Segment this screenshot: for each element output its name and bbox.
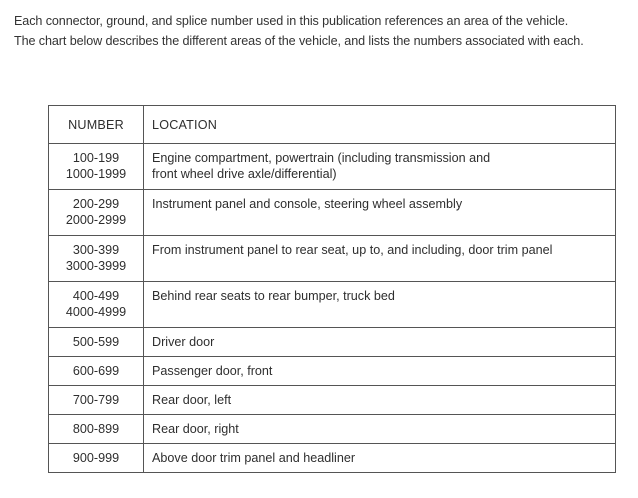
table-row [49, 236, 616, 282]
location-text: Engine compartment, powertrain (including transmission and [152, 151, 491, 165]
number-cell [49, 357, 144, 386]
location-cell [144, 190, 616, 236]
location-text: Behind rear seats to rear bumper, truck bed [152, 289, 395, 303]
location-cell [144, 357, 616, 386]
location-text: front wheel drive axle/differential) [152, 167, 337, 181]
table-header-row [49, 106, 616, 144]
number-cell [49, 328, 144, 357]
number-range: 300-399 [72, 243, 120, 257]
header-number: NUMBER [49, 106, 144, 144]
number-cell [49, 415, 144, 444]
number-cell [49, 282, 144, 328]
table-row [49, 328, 616, 357]
table-row [49, 415, 616, 444]
location-text: Driver door [152, 335, 215, 349]
location-cell [144, 282, 616, 328]
number-range: 100-199 [72, 151, 120, 165]
location-cell [144, 415, 616, 444]
number-cell [49, 236, 144, 282]
table-row [49, 282, 616, 328]
location-text: Rear door, right [152, 422, 239, 436]
number-range: 3000-3999 [65, 259, 127, 273]
location-cell [144, 386, 616, 415]
number-range: 900-999 [72, 451, 120, 465]
location-text: Rear door, left [152, 393, 232, 407]
location-text: Above door trim panel and headliner [152, 451, 356, 465]
location-text: Passenger door, front [152, 364, 273, 378]
header-location: LOCATION [144, 106, 616, 144]
table-row [49, 190, 616, 236]
number-range: 700-799 [72, 393, 120, 407]
number-range: 2000-2999 [65, 213, 127, 227]
number-cell [49, 144, 144, 190]
number-range: 200-299 [72, 197, 120, 211]
number-range: 1000-1999 [65, 167, 127, 181]
number-cell [49, 444, 144, 473]
intro-text [14, 11, 634, 51]
location-cell [144, 236, 616, 282]
number-cell [49, 386, 144, 415]
number-range: 400-499 [72, 289, 120, 303]
number-cell [49, 190, 144, 236]
table-row [49, 386, 616, 415]
table-row [49, 357, 616, 386]
number-range: 600-699 [72, 364, 120, 378]
location-number-table [48, 105, 616, 473]
table-row [49, 144, 616, 190]
location-cell [144, 328, 616, 357]
location-cell [144, 144, 616, 190]
number-range: 800-899 [72, 422, 120, 436]
number-range: 4000-4999 [65, 305, 127, 319]
location-text: Instrument panel and console, steering wheel assembly [152, 197, 463, 211]
intro-line-2: The chart below describes the different areas of the vehicle, and lists the numbers associated with each. [14, 34, 584, 48]
intro-line-1: Each connector, ground, and splice number used in this publication references an area of the vehicle. [14, 14, 569, 28]
location-text: From instrument panel to rear seat, up to, and including, door trim panel [152, 243, 553, 257]
number-range: 500-599 [72, 335, 120, 349]
location-cell [144, 444, 616, 473]
table-row [49, 444, 616, 473]
